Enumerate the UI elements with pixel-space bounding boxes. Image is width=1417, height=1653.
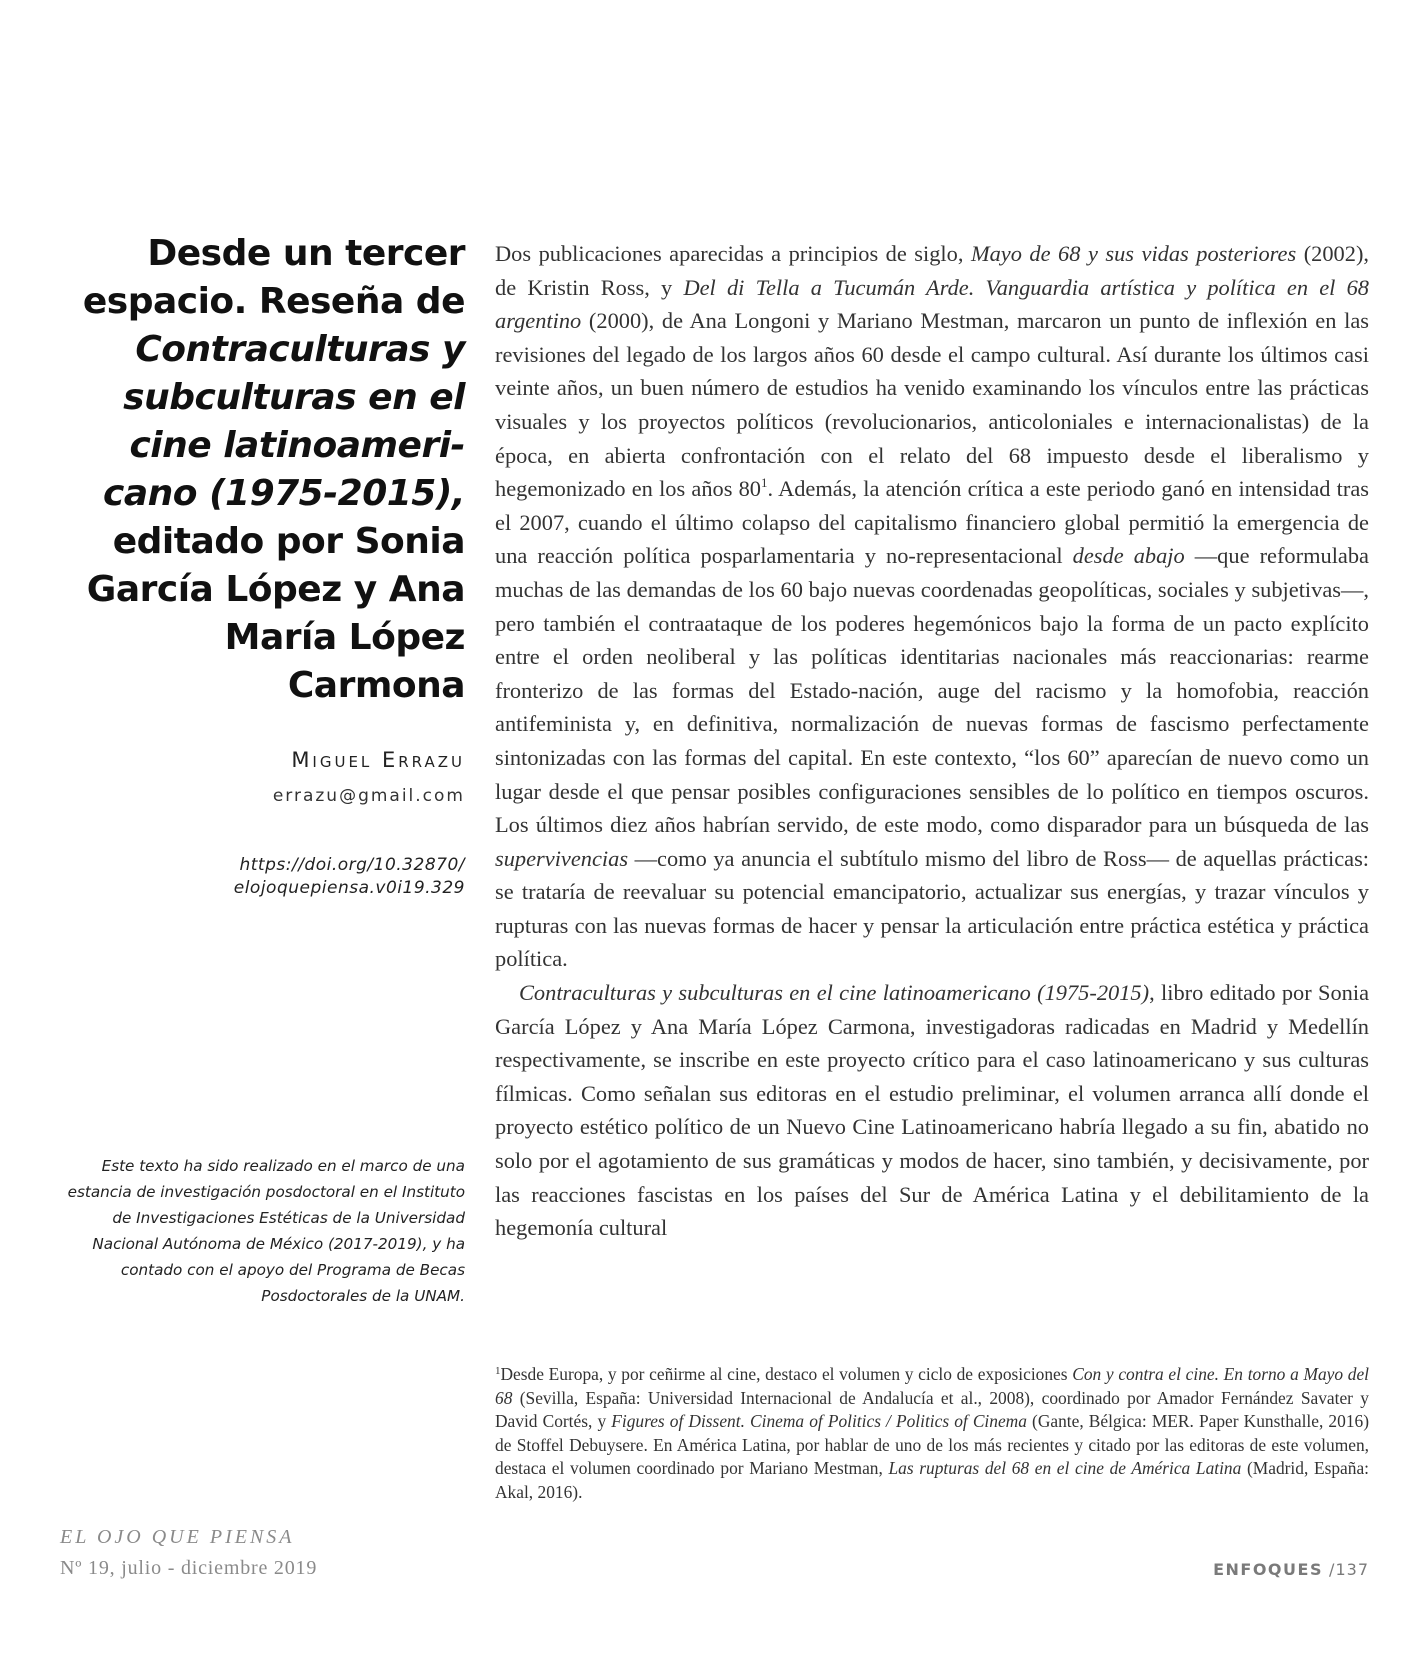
title-italic: Contraculturas y subculturas en el cine latinoameri-cano (1975-2015), (103, 329, 465, 514)
journal-name: EL OJO QUE PIENSA (60, 1526, 295, 1548)
title-part1: Desde un tercer espacio. Reseña de (82, 233, 465, 322)
acknowledgement-note: Este texto ha sido realizado en el marco de una estancia de investigación posdoctoral en el Instituto de Investigaciones Estéticas de la Universidad Nacional Autónoma de México (2017-2019), y ha contado con el apoyo del Programa de Becas Posdoctorales de la UNAM. (67, 1157, 465, 1305)
book-title-las-rupturas: Las rupturas del 68 en el cine de América Latina (888, 1458, 1242, 1478)
author-name: Miguel Errazu (291, 748, 465, 772)
footnote-1 (495, 1363, 1369, 1504)
text-run: Dos publicaciones aparecidas a principios de siglo, (495, 241, 971, 266)
book-title-figures-of-dissent: Figures of Dissent. Cinema of Politics / Politics of Cinema (611, 1411, 1027, 1431)
book-title-mayo-68: Mayo de 68 y sus vidas posteriores (970, 241, 1297, 266)
doi-line-2: elojoquepiensa.v0i19.329 (233, 878, 465, 898)
emphasis-desde-abajo: desde abajo (1072, 543, 1185, 569)
doi-line-1: https://doi.org/10.32870/ (239, 855, 465, 875)
book-title-contraculturas: Contraculturas y subculturas en el cine latinoamericano (1975-2015) (519, 980, 1150, 1006)
footnote-number: 1 (495, 1365, 501, 1377)
doi-link[interactable] (55, 854, 465, 900)
text-run: —que reformulaba muchas de las demandas de los 60 bajo nuevas coordenadas geopolíticas, sociales y subjetivas—, pero también el contraataque de los poderes hegemónicos bajo la forma de un pacto explícito entre el orden neoliberal y las políticas identitarias nacionales más reaccionarias: rearme fronterizo de las formas del Estado-nación, auge del racismo y la homofobia, reacción antifeminista y, en definitiva, normalización de nuevas formas de fascismo perfectamente sintonizadas con las formas del capital. En este contexto, “los 60” aparecían de nuevo como un lugar desde el que pensar posibles configuraciones sensibles de lo político en tiempos oscuros. Los últimos diez años habrían servido, de este modo, como disparador para un búsqueda de las (495, 543, 1369, 838)
text-run: (Gante, Bélgica: MER. Paper Kunsthalle, 2016) de Stoffel Debuysere. En América Latina, por hablar de uno de los más recientes y citado por las editoras de este volumen, destaca el volumen coordinado por Mariano Mestman, (495, 1411, 1370, 1478)
text-run: . Además, la atención crítica a este periodo ganó en intensidad tras el 2007, cuando el último colapso del capitalismo financiero global permitió la emergencia de una reacción política posparlamentaria y no-representacional (495, 476, 1369, 569)
author-email[interactable]: errazu@gmail.com (272, 786, 465, 806)
emphasis-supervivencias: supervivencias (495, 845, 629, 871)
body-paragraph-1 (495, 237, 1369, 976)
page-number: 137 (1335, 1560, 1369, 1579)
article-header (55, 230, 465, 900)
section-name: ENFOQUES (1213, 1560, 1323, 1579)
text-run: Desde Europa, y por ceñirme al cine, destaco el volumen y ciclo de exposiciones (500, 1364, 1073, 1384)
text-run: —como ya anuncia el subtítulo mismo del libro de Ross— de aquellas prácticas: se trataría de reevaluar su potencial emancipatorio, actualizar sus energías, y trazar vínculos y rupturas con las nuevas formas de hacer y pensar la articulación entre práctica estética y práctica política. (495, 845, 1369, 972)
text-run: (2002), de Kristin Ross, y (495, 241, 1369, 300)
book-title-del-di-tella: Del di Tella a Tucumán Arde. Vanguardia artística y política en el 68 argentino (495, 274, 1369, 334)
section-and-page (1213, 1560, 1369, 1579)
journal-issue: Nº 19, julio - diciembre 2019 (60, 1557, 318, 1579)
text-run: , libro editado por Sonia García López y Ana María López Carmona, investigadoras radicadas en Madrid y Medellín respectivamente, se inscribe en este proyecto crítico para el caso latinoamericano y sus culturas fílmicas. Como señalan sus editoras en el estudio preliminar, el volumen arranca allí donde el proyecto estético político de un Nuevo Cine Latinoamericano habría llegado a su fin, abatido no solo por el agotamiento de sus gramáticas y modos de hacer, sino también, y decisivamente, por las reacciones fascistas en los países del Sur de América Latina y el debilitamiento de la hegemonía cultural (495, 980, 1370, 1241)
body-paragraph-2 (495, 976, 1369, 1245)
text-run: (2000), de Ana Longoni y Mariano Mestman, marcaron un punto de inflexión en las revisiones del legado de los largos años 60 desde el campo cultural. Así durante los últimos casi veinte años, un buen número de estudios ha venido examinando los vínculos entre las prácticas visuales y los proyectos políticos (revolucionarios, anticoloniales e internacionalistas) de la época, en abierta confrontación con el relato del 68 impuesto desde el liberalismo y hegemonizado en los años 80 (495, 308, 1369, 502)
text-run: (Sevilla, España: Universidad Internacional de Andalucía et al., 2008), coordinado por Amador Fernández Savater y David Cortés, y (495, 1387, 1369, 1431)
footnote-reference[interactable]: 1 (761, 475, 768, 491)
article-title (55, 230, 465, 710)
page-separator: / (1322, 1560, 1336, 1579)
title-part2: editado por Sonia García López y Ana María López Carmona (86, 521, 465, 706)
book-title-con-y-contra: Con y contra el cine. En torno a Mayo del 68 (495, 1364, 1369, 1408)
text-run: (Madrid, España: Akal, 2016). (495, 1458, 1369, 1502)
article-body (495, 237, 1369, 1245)
